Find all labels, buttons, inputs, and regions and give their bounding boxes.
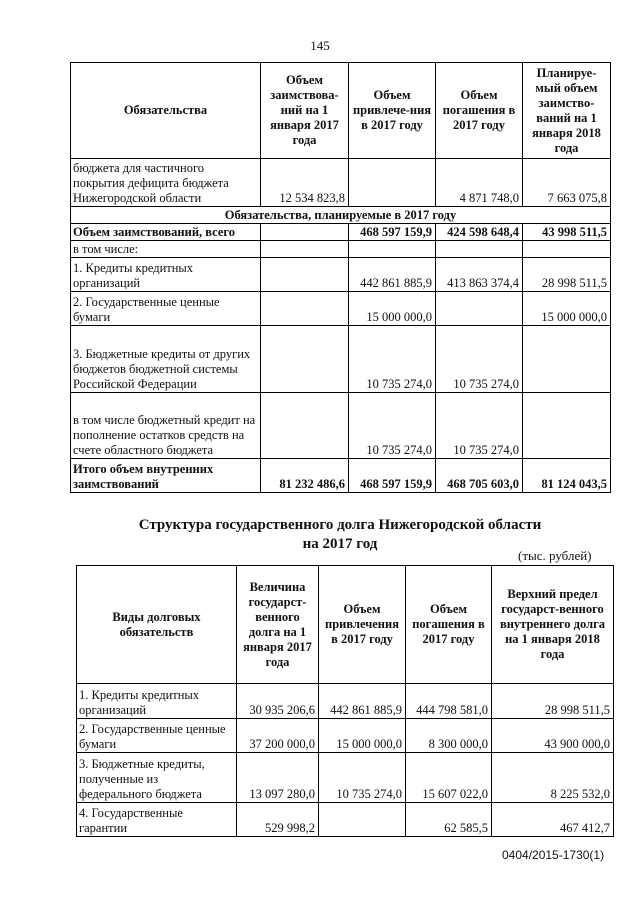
cell-value: 62 585,5 — [406, 803, 492, 837]
cell-value: 10 735 274,0 — [319, 753, 406, 803]
cell-value: 43 998 511,5 — [523, 224, 611, 241]
cell-value — [349, 159, 436, 207]
cell-value — [523, 241, 611, 258]
cell-value: 30 935 206,6 — [237, 684, 319, 719]
cell-value: 468 705 603,0 — [436, 459, 523, 493]
cell-value: 43 900 000,0 — [492, 719, 614, 753]
cell-value: 442 861 885,9 — [319, 684, 406, 719]
cell-value: 8 225 532,0 — [492, 753, 614, 803]
cell-value — [261, 292, 349, 326]
cell-value — [523, 326, 611, 393]
cell-value — [261, 241, 349, 258]
column-header: Объем погашения в 2017 году — [406, 566, 492, 684]
cell-value: 81 124 043,5 — [523, 459, 611, 493]
table-row — [71, 224, 611, 241]
cell-value: 467 412,7 — [492, 803, 614, 837]
table-row — [77, 684, 614, 719]
cell-value: 28 998 511,5 — [492, 684, 614, 719]
column-header: Планируе-мый объем заимство-ваний на 1 января 2018 года — [523, 63, 611, 159]
column-header: Объем заимствова-ний на 1 января 2017 года — [261, 63, 349, 159]
debt-structure-table — [76, 565, 614, 837]
cell-value — [523, 393, 611, 459]
cell-value: 81 232 486,6 — [261, 459, 349, 493]
row-label: 2. Государственные ценные бумаги — [77, 719, 237, 753]
row-label: 4. Государственные гарантии — [77, 803, 237, 837]
column-header: Виды долговых обязательств — [77, 566, 237, 684]
cell-value: 13 097 280,0 — [237, 753, 319, 803]
section-row — [71, 207, 611, 224]
row-label: 2. Государственные ценные бумаги — [71, 292, 261, 326]
cell-value — [436, 292, 523, 326]
row-label: Объем заимствований, всего — [71, 224, 261, 241]
cell-value: 468 597 159,9 — [349, 459, 436, 493]
table-row — [71, 326, 611, 393]
cell-value: 12 534 823,8 — [261, 159, 349, 207]
row-label: 1. Кредиты кредитных организаций — [71, 258, 261, 292]
cell-value: 7 663 075,8 — [523, 159, 611, 207]
cell-value: 10 735 274,0 — [436, 393, 523, 459]
cell-value: 15 000 000,0 — [319, 719, 406, 753]
column-header: Объем привлечения в 2017 году — [319, 566, 406, 684]
row-label: Итого объем внутренних заимствований — [71, 459, 261, 493]
title-line: на 2017 год — [302, 536, 378, 552]
table-header-row — [71, 63, 611, 159]
page-number: 145 — [310, 38, 330, 53]
table-total-row — [71, 459, 611, 493]
cell-value: 15 607 022,0 — [406, 753, 492, 803]
column-header: Величина государст-венного долга на 1 января 2017 года — [237, 566, 319, 684]
cell-value: 8 300 000,0 — [406, 719, 492, 753]
column-header: Верхний предел государст-венного внутреннего долга на 1 января 2018 года — [492, 566, 614, 684]
cell-value: 10 735 274,0 — [349, 326, 436, 393]
cell-value — [261, 326, 349, 393]
row-label: 3. Бюджетные кредиты, полученные из федерального бюджета — [77, 753, 237, 803]
row-label: 1. Кредиты кредитных организаций — [77, 684, 237, 719]
column-header: Объем погашения в 2017 году — [436, 63, 523, 159]
cell-value: 15 000 000,0 — [349, 292, 436, 326]
cell-value: 37 200 000,0 — [237, 719, 319, 753]
cell-value — [261, 393, 349, 459]
column-header: Обязательства — [71, 63, 261, 159]
cell-value: 444 798 581,0 — [406, 684, 492, 719]
title-line: Структура государственного долга Нижегородской области — [138, 517, 542, 533]
cell-value: 10 735 274,0 — [349, 393, 436, 459]
row-label: бюджета для частичного покрытия дефицита бюджета Нижегородской области — [71, 159, 261, 207]
cell-value — [349, 241, 436, 258]
row-label: в том числе бюджетный кредит на пополнение остатков средств на счете областного бюджета — [71, 393, 261, 459]
cell-value: 4 871 748,0 — [436, 159, 523, 207]
cell-value — [319, 803, 406, 837]
cell-value: 15 000 000,0 — [523, 292, 611, 326]
cell-value: 413 863 374,4 — [436, 258, 523, 292]
table-row — [71, 393, 611, 459]
table-row — [71, 258, 611, 292]
column-header: Объем привлече-ния в 2017 году — [349, 63, 436, 159]
cell-value — [261, 224, 349, 241]
cell-value: 10 735 274,0 — [436, 326, 523, 393]
table-row — [77, 803, 614, 837]
table-row — [71, 292, 611, 326]
document-code: 0404/2015-1730(1) — [502, 848, 605, 862]
cell-value — [261, 258, 349, 292]
table-row — [71, 241, 611, 258]
table-header-row — [77, 566, 614, 684]
cell-value: 529 998,2 — [237, 803, 319, 837]
cell-value: 468 597 159,9 — [349, 224, 436, 241]
row-label: 3. Бюджетные кредиты от других бюджетов бюджетной системы Российской Федерации — [71, 326, 261, 393]
unit-label: (тыс. рублей) — [518, 548, 592, 563]
cell-value: 424 598 648,4 — [436, 224, 523, 241]
table-row — [71, 159, 611, 207]
table-row — [77, 719, 614, 753]
section-title: Обязательства, планируемые в 2017 году — [71, 207, 611, 224]
cell-value: 28 998 511,5 — [523, 258, 611, 292]
cell-value: 442 861 885,9 — [349, 258, 436, 292]
cell-value — [436, 241, 523, 258]
borrowings-table — [70, 62, 611, 493]
table-row — [77, 753, 614, 803]
row-label: в том числе: — [71, 241, 261, 258]
